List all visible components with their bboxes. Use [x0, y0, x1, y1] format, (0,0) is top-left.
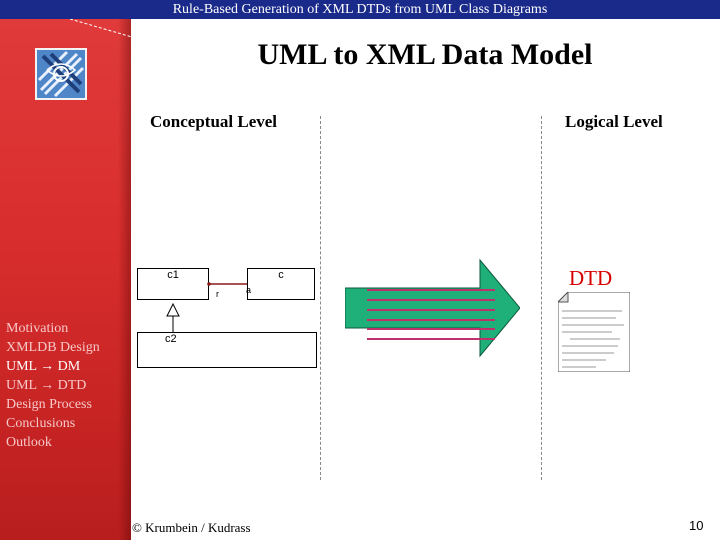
sidebar-shade — [118, 19, 131, 540]
divider-left — [320, 116, 321, 480]
uml-class-c2 — [137, 332, 317, 368]
sidebar-item-motivation[interactable]: Motivation — [6, 321, 69, 336]
uml-role-r: r — [216, 289, 219, 299]
uml-class-c2-label: c2 — [165, 333, 177, 345]
transformation-arrow-icon — [345, 258, 520, 358]
slide-title: UML to XML Data Model — [257, 38, 593, 71]
sidebar-corner-line — [70, 19, 140, 41]
presentation-title-bar — [0, 0, 720, 19]
sidebar-item-uml-dtd[interactable]: UML → DTD — [6, 378, 87, 393]
sidebar-item-xmldb-design[interactable]: XMLDB Design — [6, 340, 100, 355]
xml-logo-icon — [35, 48, 87, 100]
uml-class-c1-label: c1 — [167, 269, 179, 281]
presentation-title: Rule-Based Generation of XML DTDs from UML Class Diagrams — [172, 2, 548, 17]
divider-right — [541, 116, 542, 480]
footer-copyright: © Krumbein / Kudrass — [132, 520, 251, 535]
sidebar-item-outlook[interactable]: Outlook — [6, 435, 52, 450]
logical-level-heading: Logical Level — [565, 112, 663, 131]
uml-role-a: a — [246, 285, 252, 295]
sidebar-item-conclusions[interactable]: Conclusions — [6, 416, 76, 431]
sidebar-item-design-process[interactable]: Design Process — [6, 397, 92, 412]
page-number: 10 — [689, 518, 704, 533]
sidebar-item-uml-dm[interactable]: UML → DM — [6, 359, 81, 374]
uml-class-c-label: c — [278, 269, 284, 281]
dtd-document-icon — [558, 292, 630, 372]
sidebar-nav — [6, 319, 100, 452]
dtd-label: DTD — [569, 266, 613, 290]
uml-association-lines — [137, 268, 317, 334]
conceptual-level-heading: Conceptual Level — [150, 112, 278, 131]
